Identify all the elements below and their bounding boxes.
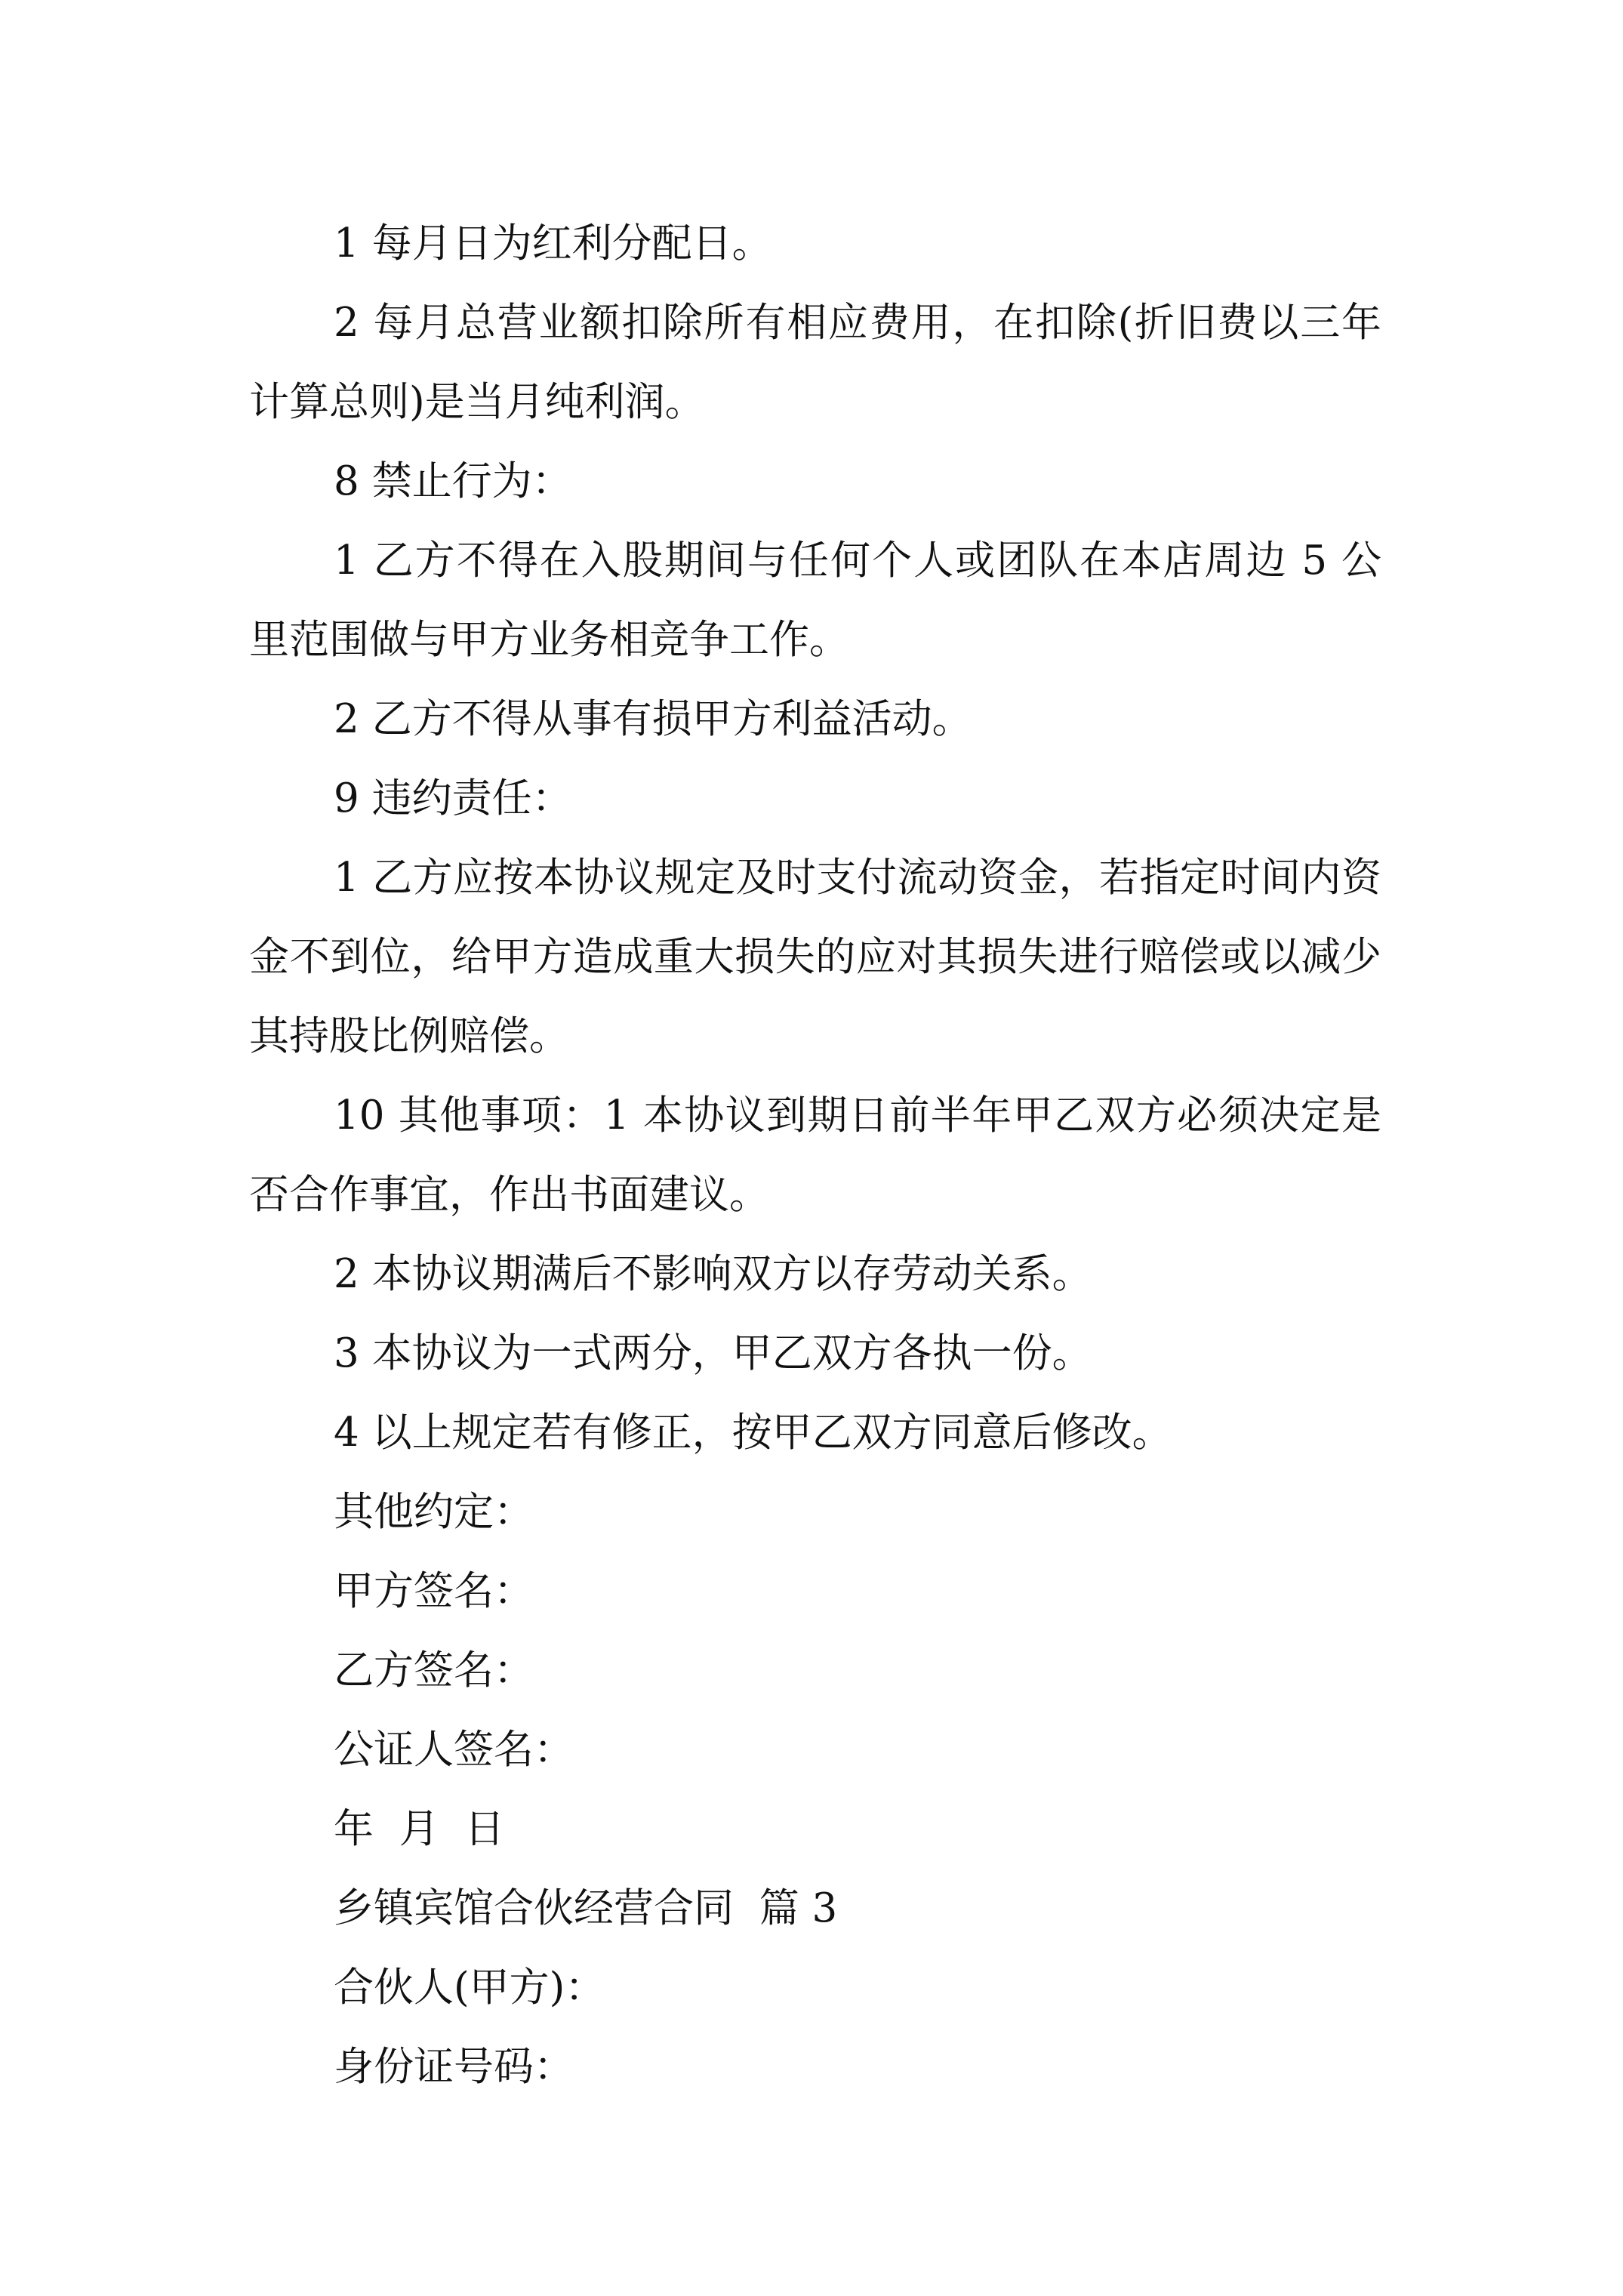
section-heading-liability: 9 违约责任：: [334, 775, 572, 821]
section-heading-prohibited-acts: 8 禁止行为：: [334, 458, 572, 504]
paragraph-non-compete: 1 乙方不得在入股期间与任何个人或团队在本店周边 5 公里范围做与甲方业务相竞争工作。: [249, 538, 1381, 663]
contract-title-part-3: 乡镇宾馆合伙经营合同 篇 3: [334, 1885, 838, 1931]
id-number-label: 身份证号码：: [334, 2044, 574, 2090]
party-b-signature-label: 乙方签名：: [334, 1647, 534, 1693]
paragraph-compensation: 1 乙方应按本协议规定及时支付流动资金，若指定时间内资金不到位，给甲方造成重大损失的应对其损失进行赔偿或以减少其持股比例赔偿。: [249, 855, 1381, 1059]
document-page: [249, 204, 1381, 2106]
paragraph-no-harm: 2 乙方不得从事有损甲方利益活动。: [334, 696, 972, 742]
date-line: 年 月 日: [334, 1806, 505, 1852]
notary-signature-label: 公证人签名：: [334, 1727, 574, 1773]
party-a-signature-label: 甲方签名：: [334, 1568, 534, 1614]
other-agreements-label: 其他约定：: [334, 1489, 534, 1535]
section-heading-other-matters: 10 其他事项：1 本协议到期日前半年甲乙双方必须决定是否合作事宜，作出书面建议。: [249, 1093, 1381, 1218]
paragraph-net-profit: 2 每月总营业额扣除所有相应费用，在扣除(折旧费以三年计算总则)是当月纯利润。: [249, 300, 1381, 425]
partner-a-label: 合伙人(甲方)：: [334, 1965, 605, 2011]
paragraph-labor-relation: 2 本协议期满后不影响双方以存劳动关系。: [334, 1251, 1092, 1297]
paragraph-dividend-date: 1 每月日为红利分配日。: [334, 220, 772, 267]
paragraph-copies: 3 本协议为一式两分，甲乙双方各执一份。: [334, 1330, 1092, 1376]
paragraph-amendments: 4 以上规定若有修正，按甲乙双方同意后修改。: [334, 1410, 1172, 1456]
